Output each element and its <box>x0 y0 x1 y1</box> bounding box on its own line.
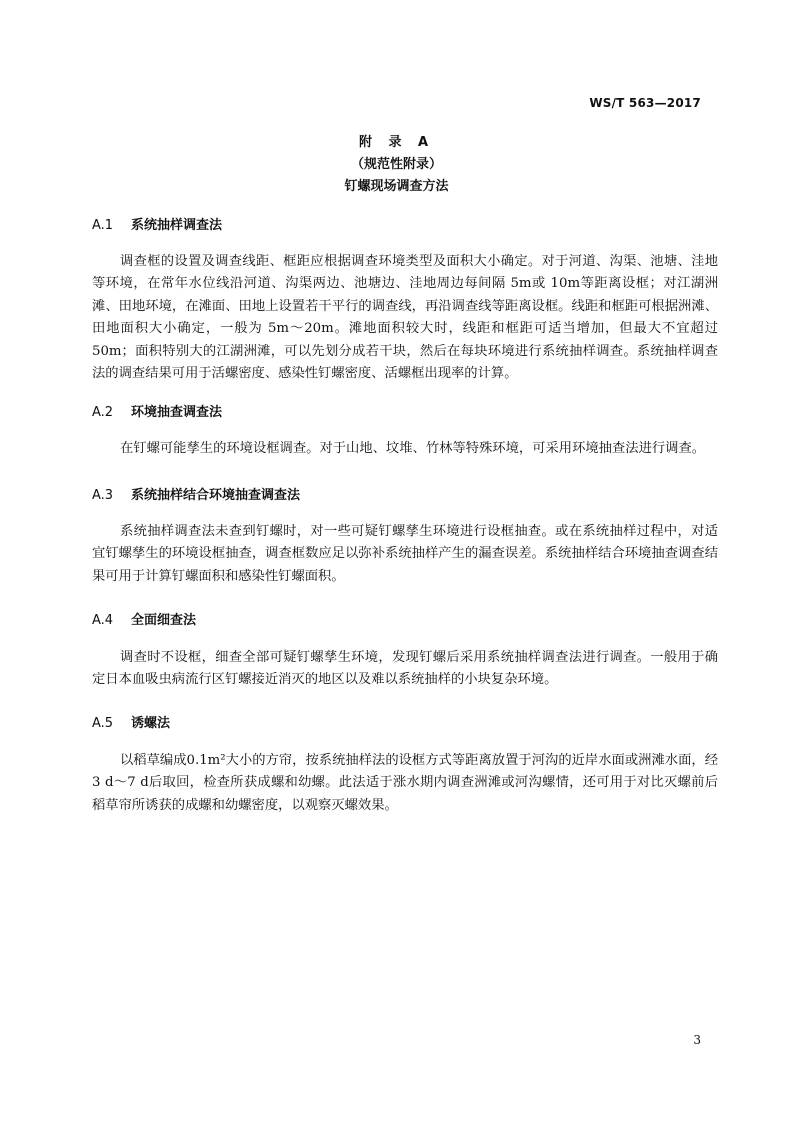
section-heading-a3 <box>92 484 300 503</box>
section-title: 系统抽样调查法 <box>131 218 223 233</box>
section-heading-a4 <box>92 609 196 628</box>
section-heading-a1 <box>92 214 222 233</box>
section-body-a3: 系统抽样调查法未查到钉螺时，对一些可疑钉螺孳生环境进行设框抽查。或在系统抽样过程中，对适宜钉螺孳生的环境设框抽查，调查框数应足以弥补系统抽样产生的漏查误差。系统抽样结合环境抽查调查结果可用于计算钉螺面积和感染性钉螺面积。 <box>92 524 718 584</box>
section-heading-a5 <box>92 712 170 731</box>
section-number: A.3 <box>92 488 114 503</box>
section-number: A.5 <box>92 716 114 731</box>
section-title: 环境抽查调查法 <box>131 405 223 420</box>
section-heading-a2 <box>92 401 222 420</box>
section-title: 诱螺法 <box>131 716 171 731</box>
section-title: 系统抽样结合环境抽查调查法 <box>131 488 301 503</box>
section-number: A.1 <box>92 218 114 233</box>
section-body-a1: 调查框的设置及调查线距、框距应根据调查环境类型及面积大小确定。对于河道、沟渠、池塘、洼地等环境，在常年水位线沿河道、沟渠两边、池塘边、洼地周边每间隔 5m或 10m等距离设框；对江湖洲滩、田地环境，在滩面、田地上设置若干平行的调查线，再沿调查线等距离设框。线距和框距可根据洲滩、田地面积大小确定，一般为 5m～20m。滩地面积较大时，线距和框距可适当增加，但最大不宜超过 50m；面积特别大的江湖洲滩，可以先划分成若干块，然后在每块环境进行系统抽样调查。系统抽样调查法的调查结果可用于活螺密度、感染性钉螺密度、活螺框出现率的计算。 <box>92 254 718 382</box>
appendix-title: 附 录 A <box>358 135 435 150</box>
appendix-main-title: 钉螺现场调查方法 <box>344 179 449 194</box>
section-body-a2: 在钉螺可能孳生的环境设框调查。对于山地、坟堆、竹林等特殊环境，可采用环境抽查法进行调查。 <box>120 441 706 456</box>
section-number: A.2 <box>92 405 114 420</box>
page-number: 3 <box>693 1033 701 1047</box>
section-body-a5: 以稻草编成0.1m²大小的方帘，按系统抽样法的设框方式等距离放置于河沟的近岸水面或洲滩水面，经3 d～7 d后取回，检查所获成螺和幼螺。此法适于涨水期内调查洲滩或河沟螺情，还可用于对比灭螺前后稻草帘所诱获的成螺和幼螺密度，以观察灭螺效果。 <box>92 753 718 813</box>
section-title: 全面细查法 <box>131 613 197 628</box>
section-body-a4: 调查时不设框，细查全部可疑钉螺孳生环境，发现钉螺后采用系统抽样调查法进行调查。一般用于确定日本血吸虫病流行区钉螺接近消灭的地区以及难以系统抽样的小块复杂环境。 <box>92 650 718 688</box>
section-number: A.4 <box>92 613 114 628</box>
appendix-note: （规范性附录） <box>350 157 442 172</box>
standard-code: WS/T 563—2017 <box>589 96 701 110</box>
